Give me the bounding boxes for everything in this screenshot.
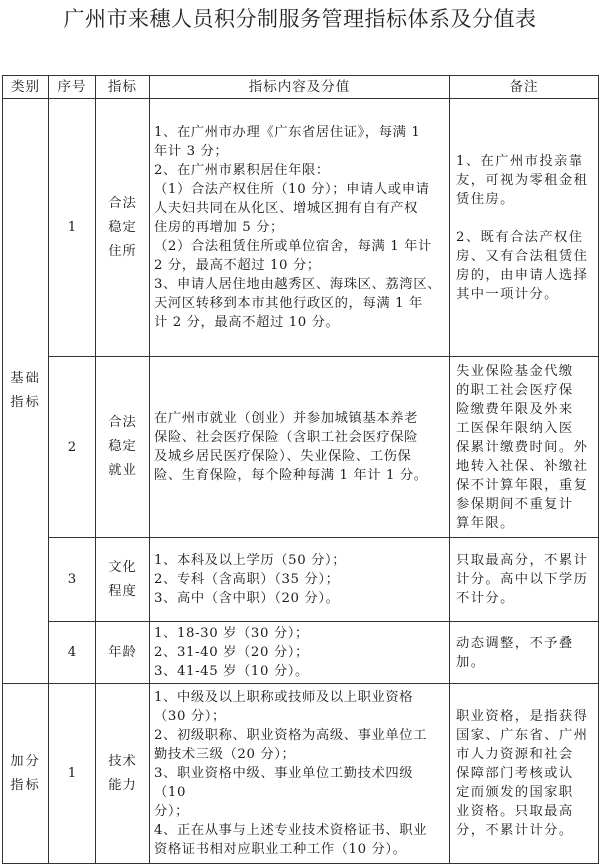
remark-line: 算年限。 (456, 515, 515, 531)
remark-line: 友，可视为零租金租 (456, 172, 589, 188)
content-cell (150, 622, 450, 684)
content-line: 2、在广州市累积居住年限： (154, 163, 330, 178)
remark-line: 分，不累计计分。 (456, 823, 574, 838)
content-line: 1、本科及以上学历（50 分）； (154, 553, 347, 568)
content-line: 及城乡居民医疗保险）、失业保险、工伤保 (154, 449, 412, 464)
content-line: （1）合法产权住所（10 分）；申请人或申请 (154, 182, 430, 197)
indicator-text: 稳定 (108, 219, 137, 235)
remark-cell (450, 357, 599, 538)
remark-line: 房的，由申请人选择 (456, 267, 589, 283)
table-row (3, 684, 599, 864)
content-line: 2 分，最高不超过 10 分； (154, 258, 321, 273)
content-line: 计 2 分，最高不超过 10 分。 (154, 315, 340, 330)
remark-line: 2、既有合法产权住 (456, 229, 584, 245)
remark-line: 地转入社保、补缴社 (456, 458, 589, 474)
points-table (2, 75, 599, 864)
indicator-cell (96, 538, 150, 622)
remark-line: 业资格。只取最高 (456, 804, 574, 819)
indicator-text: 程度 (108, 583, 137, 599)
indicator-text: 年龄 (108, 644, 137, 660)
category-text: 基础 (10, 371, 41, 386)
content-line: （2）合法租赁住所或单位宿舍，每满 1 年计 (154, 239, 432, 254)
header-seq: 序号 (49, 76, 96, 99)
indicator-text: 就业 (108, 463, 137, 478)
content-line: 分）； (154, 804, 190, 819)
content-cell (150, 538, 450, 622)
remark-line: 保不计算年限，重复 (456, 477, 589, 493)
table-header-row (3, 76, 599, 99)
category-text: 加分 (10, 753, 41, 769)
indicator-cell (96, 622, 150, 684)
indicator-cell (96, 684, 150, 864)
remark-line (456, 209, 594, 228)
seq-cell: 1 (49, 684, 96, 864)
remark-line: 市人力资源和社会 (456, 747, 574, 762)
content-line: 3、高中（含中职）（20 分）。 (154, 591, 340, 606)
remark-cell (450, 99, 599, 357)
remark-line: 其中一项计分。 (456, 286, 559, 302)
remark-line: 计分。高中以下学历 (456, 572, 589, 587)
content-line: 资格证书相对应职业工种工作（10 分）。 (154, 842, 407, 857)
indicator-text: 技术 (108, 753, 137, 769)
header-category: 类别 (3, 76, 49, 99)
remark-line: 赁住房。 (456, 191, 515, 207)
table-row (3, 357, 599, 538)
content-line: 2、专科（含高职）（35 分）； (154, 572, 340, 587)
remark-line: 失业保险基金代缴 (456, 363, 574, 379)
remark-line: 保累计缴费时间。外 (456, 439, 589, 455)
remark-line: 职业资格，是指获得 (456, 709, 589, 724)
content-cell (150, 99, 450, 357)
table-body (3, 99, 599, 864)
content-line: 4、正在从事与上述专业技术资格证书、职业 (154, 823, 428, 838)
header-content: 指标内容及分值 (150, 76, 450, 99)
indicator-text: 住所 (108, 243, 137, 259)
content-cell (150, 357, 450, 538)
category-cell (3, 684, 49, 864)
content-line: 3、职业资格中级、事业单位工勤技术四级（10 (154, 766, 414, 800)
table-row (3, 538, 599, 622)
remark-line: 动态调整，不予叠 (456, 635, 574, 651)
content-line: 天河区转移到本市其他行政区的，每满 1 年 (154, 296, 423, 311)
remark-line: 国家、广东省、广州 (456, 728, 589, 743)
header-indicator: 指标 (96, 76, 150, 99)
remark-line: 房、又有合法租赁住 (456, 248, 589, 264)
content-line: 保险、社会医疗保险（含职工社会医疗保险 (154, 430, 419, 445)
content-line: 险、生育保险，每个险种每满 1 年计 1 分。 (154, 468, 428, 483)
content-line: 住房的再增加 5 分； (154, 220, 284, 235)
content-line: 1、18-30 岁（30 分）； (154, 626, 309, 641)
document-title: 广州市来穗人员积分制服务管理指标体系及分值表 (63, 7, 537, 31)
content-line: 2、初级职称、职业资格为高级、事业单位工 (154, 728, 428, 743)
indicator-cell (96, 99, 150, 357)
content-line: 3、申请人居住地由越秀区、海珠区、荔湾区、 (154, 277, 441, 292)
header-remark: 备注 (450, 76, 599, 99)
table-row (3, 99, 599, 357)
remark-line: 保障部门考核或认 (456, 766, 574, 781)
content-line: 1、中级及以上职称或技师及以上职业资格 (154, 690, 414, 705)
category-text: 指标 (10, 395, 41, 410)
indicator-text: 合法 (108, 195, 137, 211)
content-line: 2、31-40 岁（20 分）； (154, 645, 309, 660)
remark-line: 1、在广州市投亲靠 (456, 153, 584, 169)
category-cell (3, 99, 49, 684)
content-line: 在广州市就业（创业）并参加城镇基本养老 (154, 411, 419, 426)
remark-line: 只取最高分，不累计 (456, 553, 589, 568)
remark-line: 加。 (456, 654, 486, 670)
remark-line: 的职工社会医疗保 (456, 382, 574, 398)
seq-cell: 3 (49, 538, 96, 622)
content-line: 人夫妇共同在从化区、增城区拥有自有产权 (154, 201, 419, 216)
remark-cell (450, 684, 599, 864)
content-line: 勤技术三级（20 分）； (154, 747, 296, 762)
content-line: （30 分）； (154, 709, 226, 724)
remark-line: 险缴费年限及外来 (456, 401, 574, 417)
seq-cell: 4 (49, 622, 96, 684)
remark-cell (450, 622, 599, 684)
content-line: 3、41-45 岁（10 分）。 (154, 664, 309, 679)
indicator-cell (96, 357, 150, 538)
remark-line: 不计分。 (456, 591, 515, 606)
content-cell (150, 684, 450, 864)
indicator-text: 稳定 (108, 439, 137, 454)
remark-line: 参保期间不重复计 (456, 496, 574, 512)
seq-cell: 2 (49, 357, 96, 538)
table-row (3, 622, 599, 684)
content-line: 1、在广州市办理《广东省居住证》，每满 1 (154, 125, 421, 140)
remark-line: 定而颁发的国家职 (456, 785, 574, 800)
seq-cell: 1 (49, 99, 96, 357)
content-line: 年计 3 分； (154, 144, 229, 159)
indicator-text: 能力 (108, 777, 137, 793)
remark-cell (450, 538, 599, 622)
indicator-text: 文化 (108, 559, 137, 575)
indicator-text: 合法 (108, 415, 137, 430)
category-text: 指标 (10, 777, 41, 793)
remark-line: 工医保年限纳入医 (456, 420, 574, 436)
